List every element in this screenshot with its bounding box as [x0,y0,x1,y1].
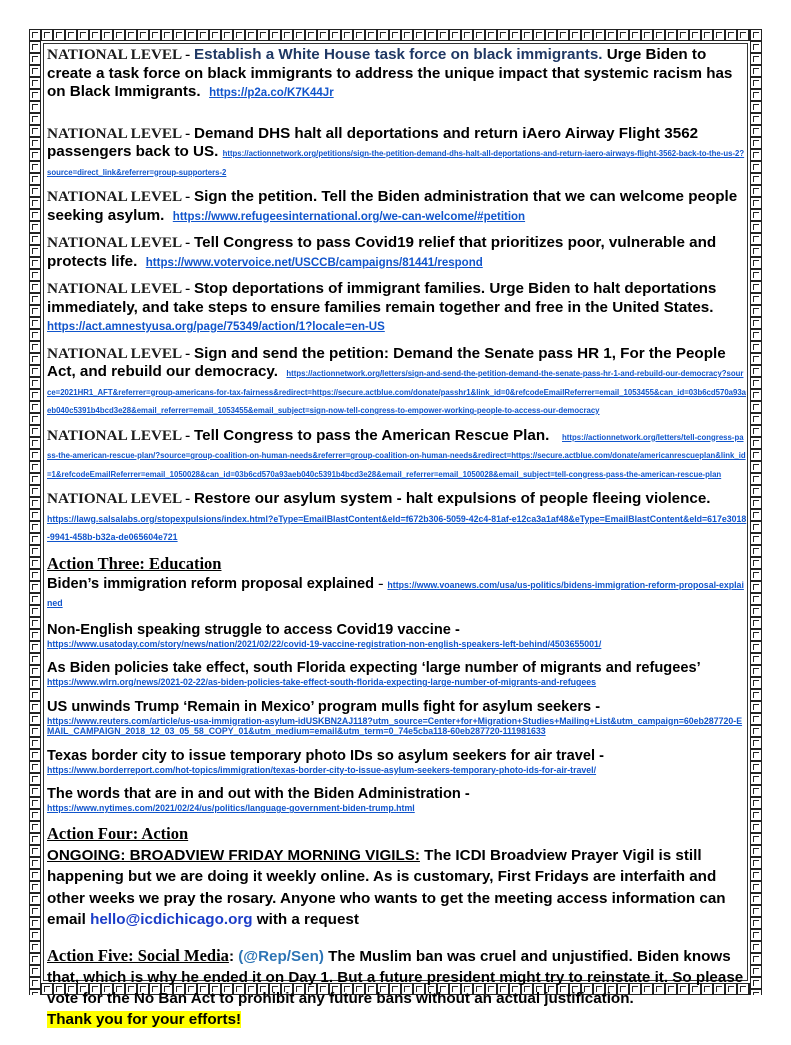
border-ornament [65,29,77,41]
border-ornament [750,41,762,53]
border-ornament [750,425,762,437]
border-ornament [750,413,762,425]
border-ornament [29,821,41,833]
border-ornament [557,29,569,41]
border-ornament [29,485,41,497]
border-ornament [750,161,762,173]
border-top [29,29,762,41]
petition-link[interactable]: https://www.votervoice.net/USCCB/campaigns/81441/respond [145,256,483,269]
border-ornament [185,29,197,41]
border-ornament [269,29,281,41]
border-ornament [569,29,581,41]
border-ornament [29,125,41,137]
border-ornament [689,29,701,41]
education-item-2 [47,621,747,650]
border-ornament [750,257,762,269]
border-ornament [750,173,762,185]
border-ornament [641,29,653,41]
border-ornament [29,389,41,401]
petition-link[interactable]: https://actionnetwork.org/petitions/sign-the-petition-demand-dhs-halt-all-deportations-and-return-iaero-airways-flight-3562-back-to-the-us-2?source=direct_link&referrer=group-supporters-2 [47,149,745,177]
article-title: Texas border city to issue temporary photo IDs so asylum seekers for air travel - [47,747,604,764]
education-item-1: Biden’s immigration reform proposal explained - https://www.voanews.com/usa/us-politics/bidens-immigration-reform-proposal-explained [47,574,744,608]
petition-link[interactable]: https://www.refugeesinternational.org/we-can-welcome/#petition [172,210,526,223]
border-ornament [437,29,449,41]
article-link[interactable]: https://www.voanews.com/usa/us-politics/bidens-immigration-reform-proposal-explained [47,579,744,608]
border-ornament [137,29,149,41]
border-ornament [29,197,41,209]
vigil-text: The ICDI Broadview Prayer Vigil is still happening but we are doing it weekly online. As is customary, First Fridays are interfaith and other weeks we pray the rosary. Anyone who wants to get the meeting access information can email [47,846,726,928]
border-ornament [53,29,65,41]
border-ornament [29,521,41,533]
border-ornament [209,29,221,41]
border-ornament [750,653,762,665]
border-ornament [29,929,41,941]
border-ornament [377,29,389,41]
border-ornament [545,29,557,41]
border-ornament [750,509,762,521]
border-ornament [125,29,137,41]
border-ornament [29,293,41,305]
border-ornament [750,209,762,221]
national-item-3: NATIONAL LEVEL - Sign the petition. Tell the Biden administration that we can welcome people seeking asylum. https://www.refugeesinternational.org/we-can-welcome/#petition [47,188,738,224]
border-ornament [401,29,413,41]
article-title: Non-English speaking struggle to access Covid19 vaccine - [47,621,460,638]
email-link[interactable]: hello@icdichicago.org [90,911,253,928]
border-ornament [665,29,677,41]
border-ornament [750,185,762,197]
article-title: As Biden policies take effect, south Florida expecting ‘large number of migrants and refugees’ [47,660,701,676]
social-heading: Action Five: Social Media [47,945,229,965]
border-ornament [521,29,533,41]
border-ornament [149,29,161,41]
border-ornament [29,689,41,701]
border-ornament [750,245,762,257]
border-ornament [449,29,461,41]
border-ornament [677,29,689,41]
border-ornament [750,665,762,677]
border-ornament [329,29,341,41]
border-ornament [725,29,737,41]
border-ornament [750,341,762,353]
border-ornament [29,53,41,65]
education-item-6 [47,785,747,814]
border-ornament [77,29,89,41]
border-ornament [750,89,762,101]
national-item-8: NATIONAL LEVEL - Restore our asylum system - halt expulsions of people fleeing violence. https://lawg.salsalabs.org/stopexpulsions/index.html?eType=EmailBlastContent&eId=f672b306-5059-42c4-81af-e12ca3a1af48&eType=EmailBlastContent&eId=617e3018-9941-458b-b32a-de065604e721 [47,490,747,542]
border-ornament [581,29,593,41]
border-ornament [750,977,762,989]
border-ornament [29,401,41,413]
border-ornament [245,29,257,41]
item-text: Tell Congress to pass Covid19 relief that prioritizes poor, vulnerable and protects life. [47,234,717,270]
border-ornament [29,257,41,269]
border-ornament [461,29,473,41]
border-ornament [29,101,41,113]
border-ornament [29,221,41,233]
level-label: NATIONAL LEVEL [47,234,182,251]
vigil-paragraph: ONGOING: BROADVIEW FRIDAY MORNING VIGILS: The ICDI Broadview Prayer Vigil is still happening but we are doing it weekly online. As is customary, First Fridays are interfaith and other weeks we pray the rosary. Anyone who wants to get the meeting access information can email hello@icdichicago.org with a request [47,846,726,928]
item-text: Stop deportations of immigrant families. Urge Biden to halt deportations immediately, and take steps to ensure families remain together and free in the United States. [47,280,717,316]
border-ornament [750,269,762,281]
border-ornament [750,785,762,797]
border-ornament [750,461,762,473]
border-ornament [750,821,762,833]
border-ornament [29,881,41,893]
border-ornament [750,545,762,557]
level-label: NATIONAL LEVEL [47,124,182,142]
border-ornament [29,365,41,377]
border-ornament [750,641,762,653]
border-ornament [29,377,41,389]
border-ornament [750,605,762,617]
border-ornament [750,809,762,821]
border-ornament [29,893,41,905]
border-ornament [29,461,41,473]
document-body [47,46,747,1045]
border-ornament [750,281,762,293]
border-ornament [29,89,41,101]
border-ornament [29,473,41,485]
border-ornament [509,29,521,41]
border-ornament [750,581,762,593]
border-ornament [29,449,41,461]
border-ornament [29,233,41,245]
border-ornament [29,341,41,353]
border-ornament [750,353,762,365]
border-ornament [750,437,762,449]
rep-handle: (@Rep/Sen) [238,947,324,965]
border-ornament [161,29,173,41]
border-ornament [750,65,762,77]
border-ornament [750,521,762,533]
border-ornament [750,329,762,341]
border-ornament [365,29,377,41]
border-ornament [29,785,41,797]
border-ornament [29,797,41,809]
border-ornament [750,569,762,581]
border-ornament [593,29,605,41]
border-ornament [29,725,41,737]
border-ornament [233,29,245,41]
border-ornament [29,545,41,557]
border-ornament [257,29,269,41]
border-ornament [750,953,762,965]
article-link[interactable]: https://www.nytimes.com/2021/02/24/us/politics/language-government-biden-trump.html [47,803,415,813]
border-ornament [341,29,353,41]
article-link[interactable]: https://www.wlrn.org/news/2021-02-22/as-biden-policies-take-effect-south-florida-expecting-large-number-of-migrants-and-refugees [47,677,597,687]
border-ornament [29,353,41,365]
item-text: Restore our asylum system - halt expulsions of people fleeing violence. [194,490,711,507]
border-ornament [750,893,762,905]
border-ornament [29,65,41,77]
border-ornament [750,197,762,209]
border-ornament [750,677,762,689]
border-ornament [750,965,762,977]
item-text: Demand DHS halt all deportations and return iAero Airway Flight 3562 passengers back to US. [47,124,699,160]
border-ornament [750,533,762,545]
border-ornament [750,389,762,401]
education-item-3 [47,659,747,688]
border-ornament [29,653,41,665]
border-ornament [29,629,41,641]
border-ornament [29,245,41,257]
border-ornament [750,701,762,713]
border-ornament [29,113,41,125]
border-ornament [473,29,485,41]
border-ornament [750,221,762,233]
border-ornament [29,281,41,293]
border-ornament [750,53,762,65]
border-ornament [750,113,762,125]
item-text: Tell Congress to pass the American Rescue Plan. [194,426,550,444]
border-ornament [29,953,41,965]
border-ornament [89,29,101,41]
border-right [750,29,762,995]
level-label: NATIONAL LEVEL [47,46,182,63]
education-item-5 [47,747,747,776]
border-ornament [701,29,713,41]
border-ornament [29,965,41,977]
border-ornament [29,845,41,857]
border-ornament [750,485,762,497]
border-ornament [113,29,125,41]
border-ornament [29,41,41,53]
border-ornament [281,29,293,41]
border-ornament [29,677,41,689]
border-ornament [750,593,762,605]
border-ornament [29,941,41,953]
education-item-4 [47,698,747,737]
border-ornament [713,29,725,41]
border-ornament [29,149,41,161]
border-ornament [29,905,41,917]
item-text: Sign and send the petition: Demand the Senate pass HR 1, For the People Act, and rebuild our democracy. [47,344,726,380]
border-ornament [497,29,509,41]
border-ornament [29,581,41,593]
border-ornament [29,509,41,521]
border-ornament [305,29,317,41]
national-item-7: NATIONAL LEVEL - Tell Congress to pass the American Rescue Plan. https://actionnetwork.org/letters/tell-congress-pass-the-american-rescue-plan/?source=group-coalition-on-human-needs&referrer=group-coalition-on-human-needs&redirect=https://secure.actblue.com/donate/americanrescueplan&link_id=1&refcodeEmailReferrer=email_1050028&can_id=03b6cd570a93aeb040c5391b4bcd3e28&email_referrer=email_1050028&email_subject=tell-congress-pass-the-american-rescue-plan [47,426,746,479]
border-ornament [750,941,762,953]
border-ornament [29,617,41,629]
border-ornament [29,857,41,869]
border-ornament [750,737,762,749]
level-label: NATIONAL LEVEL [47,280,182,297]
border-ornament [750,305,762,317]
border-ornament [29,305,41,317]
petition-link[interactable]: https://lawg.salsalabs.org/stopexpulsions/index.html?eType=EmailBlastContent&eId=f672b306-5059-42c4-81af-e12ca3a1af48&eType=EmailBlastContent&eId=617e3018-9941-458b-b32a-de065604e721 [47,513,747,542]
border-ornament [29,701,41,713]
border-ornament [29,533,41,545]
border-ornament [605,29,617,41]
border-ornament [197,29,209,41]
border-ornament [750,749,762,761]
petition-link[interactable]: https://p2a.co/K7K44Jr [209,87,334,99]
border-ornament [29,605,41,617]
border-ornament [29,977,41,989]
border-ornament [750,137,762,149]
border-ornament [485,29,497,41]
border-ornament [425,29,437,41]
border-ornament [29,737,41,749]
border-ornament [29,557,41,569]
border-ornament [29,77,41,89]
border-ornament [353,29,365,41]
border-ornament [29,413,41,425]
border-ornament [750,317,762,329]
border-ornament [750,149,762,161]
border-ornament [41,29,53,41]
border-ornament [750,929,762,941]
social-paragraph: Action Five: Social Media: (@Rep/Sen) The Muslim ban was cruel and unjustified. Biden knows that, which is why he ended it on Day 1. But a future president might try to reinstate it. So please vote for the No Ban Act to prohibit any future bans without an actual justification. Thank you for your efforts! [47,945,744,1028]
petition-link[interactable]: https://act.amnestyusa.org/page/75349/action/1?locale=en-US [47,321,385,333]
article-link[interactable]: https://www.reuters.com/article/us-usa-immigration-asylum-idUSKBN2AJ118?utm_source=Center+for+Migration+Studies+Mailing+List&utm_campaign=60eb287720-EMAIL_CAMPAIGN_2018_12_03_05_58_COPY_01&utm_medium=email&utm_term=0_74e5cba118-60eb287720-111981633 [47,715,743,736]
border-ornament [653,29,665,41]
national-item-2: NATIONAL LEVEL - Demand DHS halt all deportations and return iAero Airway Flight 3562 passengers back to US. https://actionnetwork.org/petitions/sign-the-petition-demand-dhs-halt-all-deportations-and-return-iaero-airways-flight-3562-back-to-the-us-2?source=direct_link&referrer=group-supporters-2 [47,124,745,177]
action-heading: Action Four: Action [47,823,189,843]
level-label: NATIONAL LEVEL [47,344,182,362]
border-ornament [173,29,185,41]
border-ornament [29,437,41,449]
border-ornament [750,881,762,893]
border-ornament [29,497,41,509]
border-ornament [750,869,762,881]
border-ornament [750,761,762,773]
border-ornament [750,989,762,995]
border-ornament [750,449,762,461]
border-ornament [317,29,329,41]
petition-link[interactable]: https://actionnetwork.org/letters/tell-congress-pass-the-american-rescue-plan/?source=group-coalition-on-human-needs&referrer=group-coalition-on-human-needs&redirect=https://secure.actblue.com/donate/americanrescueplan&link_id=1&refcodeEmailReferrer=email_1050028&can_id=03b6cd570a93aeb040c5391b4bcd3e28&email_referrer=email_1050028&email_subject=tell-congress-pass-the-american-rescue-plan [47,432,746,479]
border-ornament [750,293,762,305]
national-item-4: NATIONAL LEVEL - Tell Congress to pass Covid19 relief that prioritizes poor, vulnerable and protects life. https://www.votervoice.net/USCCB/campaigns/81441/respond [47,234,717,270]
border-ornament [29,317,41,329]
national-item-5: NATIONAL LEVEL - Stop deportations of immigrant families. Urge Biden to halt deportations immediately, and take steps to ensure families remain together and free in the United States. https://act.amnestyusa.org/page/75349/action/1?locale=en-US [47,280,717,333]
border-ornament [750,833,762,845]
thank-you-note: Thank you for your efforts! [47,1010,242,1028]
border-ornament [29,833,41,845]
border-ornament [750,377,762,389]
item-title: Establish a White House task force on black immigrants. [194,46,603,63]
vigil-subhead: ONGOING: BROADVIEW FRIDAY MORNING VIGILS: [47,846,420,864]
border-ornament [29,161,41,173]
border-ornament [29,29,41,41]
border-ornament [29,185,41,197]
border-ornament [101,29,113,41]
border-ornament [750,689,762,701]
border-ornament [29,749,41,761]
border-ornament [29,137,41,149]
border-ornament [29,989,41,995]
border-ornament [750,725,762,737]
article-link[interactable]: https://www.borderreport.com/hot-topics/immigration/texas-border-city-to-issue-asylum-seekers-temporary-photo-ids-for-air-travel/ [47,764,597,775]
item-text: Sign the petition. Tell the Biden administration that we can welcome people seeking asylum. [47,188,738,224]
level-label: NATIONAL LEVEL [47,426,182,444]
border-ornament [29,773,41,785]
border-ornament [750,905,762,917]
border-ornament [750,497,762,509]
level-label: NATIONAL LEVEL [47,188,182,205]
article-title: US unwinds Trump ‘Remain in Mexico’ program mulls fight for asylum seekers - [47,698,601,715]
border-ornament [750,773,762,785]
border-ornament [750,473,762,485]
item-text: Urge Biden to create a task force on black immigrants to address the unique impact that systemic racism has on Black Immigrants. [47,46,733,100]
border-left [29,29,41,995]
border-ornament [29,569,41,581]
border-ornament [29,713,41,725]
national-item-6: NATIONAL LEVEL - Sign and send the petition: Demand the Senate pass HR 1, For the People Act, and rebuild our democracy. https://actionnetwork.org/letters/sign-and-send-the-petition-demand-the-senate-pass-hr-1-and-rebuild-our-democracy?source=2021HR1_AFT&referrer=group-americans-for-tax-fairness&redirect=https://secure.actblue.com/donate/passhr1&link_id=0&refcodeEmailReferrer=email_1053455&can_id=03b6cd570a93aeb040c5391b4bcd3e28&email_referrer=email_1053455&email_subject=sign-now-tell-congress-to-empower-working-people-to-access-our-democracy [47,344,747,415]
petition-link[interactable]: https://actionnetwork.org/letters/sign-and-send-the-petition-demand-the-senate-pass-hr-1-and-rebuild-our-democracy?source=2021HR1_AFT&referrer=group-americans-for-tax-fairness&redirect=https://secure.actblue.com/donate/passhr1&link_id=0&refcodeEmailReferrer=email_1053455&can_id=03b6cd570a93aeb040c5391b4bcd3e28&email_referrer=email_1053455&email_subject=sign-now-tell-congress-to-empower-working-people-to-access-our-democracy [47,369,747,415]
border-ornament [750,917,762,929]
border-ornament [750,125,762,137]
border-ornament [533,29,545,41]
border-ornament [389,29,401,41]
border-ornament [750,845,762,857]
border-ornament [629,29,641,41]
border-ornament [221,29,233,41]
border-ornament [750,29,762,41]
border-ornament [29,761,41,773]
border-ornament [29,665,41,677]
article-title: The words that are in and out with the Biden Administration - [47,786,470,802]
national-item-1: NATIONAL LEVEL - Establish a White House task force on black immigrants. Urge Biden to create a task force on black immigrants to address the unique impact that systemic racism has on Black Immigrants. https://p2a.co/K7K44Jr [47,46,733,100]
border-ornament [293,29,305,41]
border-ornament [750,233,762,245]
article-title: Biden’s immigration reform proposal explained [47,575,375,592]
border-ornament [29,269,41,281]
border-ornament [750,797,762,809]
border-ornament [750,401,762,413]
border-ornament [750,77,762,89]
education-heading: Action Three: Education [47,553,222,573]
border-ornament [29,425,41,437]
border-ornament [750,629,762,641]
border-ornament [750,365,762,377]
border-ornament [617,29,629,41]
border-ornament [29,917,41,929]
social-text: The Muslim ban was cruel and unjustified. Biden knows that, which is why he ended it on Day 1. But a future president might try to reinstate it. So please vote for the No Ban Act to prohibit any future bans without an actual justification. [47,947,744,1007]
border-ornament [29,809,41,821]
border-ornament [750,101,762,113]
border-ornament [750,713,762,725]
border-ornament [29,209,41,221]
border-ornament [29,329,41,341]
border-ornament [413,29,425,41]
border-ornament [750,857,762,869]
border-ornament [29,641,41,653]
border-ornament [29,173,41,185]
border-ornament [29,593,41,605]
level-label: NATIONAL LEVEL [47,490,182,507]
border-ornament [750,617,762,629]
border-ornament [737,29,749,41]
border-ornament [750,557,762,569]
border-ornament [29,869,41,881]
article-link[interactable]: https://www.usatoday.com/story/news/nation/2021/02/22/covid-19-vaccine-registration-non-english-speakers-left-behind/4503655001/ [47,638,602,649]
